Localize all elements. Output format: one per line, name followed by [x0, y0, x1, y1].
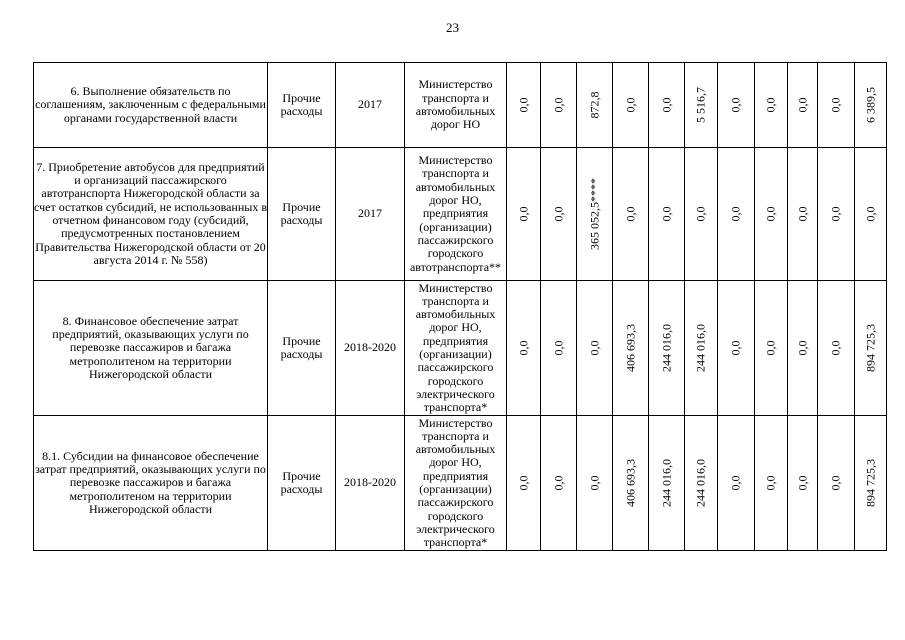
value-cell: 0,0 [818, 281, 855, 416]
activity-description: 8.1. Субсидии на финансовое обеспечение затрат предприятий, оказывающих услуги по перевозке пассажиров и багажа метрополитеном на территории Нижегородской области [34, 416, 268, 551]
expense-type: Прочие расходы [268, 281, 336, 416]
value-cell: 0,0 [541, 63, 577, 148]
expense-type: Прочие расходы [268, 148, 336, 281]
value-cell: 0,0 [613, 63, 649, 148]
period: 2018-2020 [336, 416, 405, 551]
value-cell: 0,0 [577, 416, 613, 551]
value-cell: 0,0 [788, 63, 818, 148]
value-cell: 0,0 [788, 148, 818, 281]
executor: Министерство транспорта и автомобильных дорог НО, предприятия (организации) пассажирского городского автотранспорта** [405, 148, 507, 281]
expense-type: Прочие расходы [268, 416, 336, 551]
value-cell: 365 052,5**** [577, 148, 613, 281]
value-cell: 0,0 [718, 281, 755, 416]
value-cell: 0,0 [613, 148, 649, 281]
value-cell: 0,0 [818, 148, 855, 281]
value-cell: 0,0 [649, 148, 685, 281]
value-cell: 0,0 [541, 281, 577, 416]
page-number: 23 [446, 20, 459, 35]
executor: Министерство транспорта и автомобильных дорог НО [405, 63, 507, 148]
value-cell: 244 016,0 [649, 416, 685, 551]
value-cell: 0,0 [507, 416, 541, 551]
total-cell: 0,0 [855, 148, 887, 281]
table-row [34, 148, 887, 281]
value-cell: 0,0 [577, 281, 613, 416]
table-row [34, 281, 887, 416]
value-cell: 0,0 [755, 63, 788, 148]
period: 2017 [336, 148, 405, 281]
table-row [34, 416, 887, 551]
value-cell: 406 693,3 [613, 416, 649, 551]
value-cell: 0,0 [718, 148, 755, 281]
value-cell: 244 016,0 [649, 281, 685, 416]
value-cell: 0,0 [818, 63, 855, 148]
value-cell: 244 016,0 [685, 281, 718, 416]
value-cell: 0,0 [788, 416, 818, 551]
total-cell: 894 725,3 [855, 416, 887, 551]
activity-description: 7. Приобретение автобусов для предприятий и организаций пассажирского автотранспорта Нижегородской области за счет остатков субсидий, не использованных в отчетном финансовом году (субсидий, предусмотренных постановлением Правительства Нижегородской области от 20 августа 2014 г. № 558) [34, 148, 268, 281]
value-cell: 0,0 [755, 281, 788, 416]
table-row [34, 63, 887, 148]
period: 2018-2020 [336, 281, 405, 416]
value-cell: 0,0 [788, 281, 818, 416]
value-cell: 872,8 [577, 63, 613, 148]
value-cell: 5 516,7 [685, 63, 718, 148]
value-cell: 0,0 [755, 148, 788, 281]
value-cell: 244 016,0 [685, 416, 718, 551]
total-cell: 6 389,5 [855, 63, 887, 148]
value-cell: 0,0 [507, 281, 541, 416]
value-cell: 0,0 [685, 148, 718, 281]
value-cell: 0,0 [507, 148, 541, 281]
activity-description: 6. Выполнение обязательств по соглашениям, заключенным с федеральными органами государственной власти [34, 63, 268, 148]
value-cell: 0,0 [649, 63, 685, 148]
value-cell: 0,0 [718, 63, 755, 148]
value-cell: 0,0 [541, 148, 577, 281]
period: 2017 [336, 63, 405, 148]
value-cell: 406 693,3 [613, 281, 649, 416]
executor: Министерство транспорта и автомобильных дорог НО, предприятия (организации) пассажирского городского электрического транспорта* [405, 416, 507, 551]
program-activities-table [33, 62, 887, 551]
value-cell: 0,0 [818, 416, 855, 551]
executor: Министерство транспорта и автомобильных дорог НО, предприятия (организации) пассажирского городского электрического транспорта* [405, 281, 507, 416]
expense-type: Прочие расходы [268, 63, 336, 148]
value-cell: 0,0 [718, 416, 755, 551]
total-cell: 894 725,3 [855, 281, 887, 416]
value-cell: 0,0 [541, 416, 577, 551]
activity-description: 8. Финансовое обеспечение затрат предприятий, оказывающих услуги по перевозке пассажиров и багажа метрополитеном на территории Нижегородской области [34, 281, 268, 416]
value-cell: 0,0 [755, 416, 788, 551]
value-cell: 0,0 [507, 63, 541, 148]
